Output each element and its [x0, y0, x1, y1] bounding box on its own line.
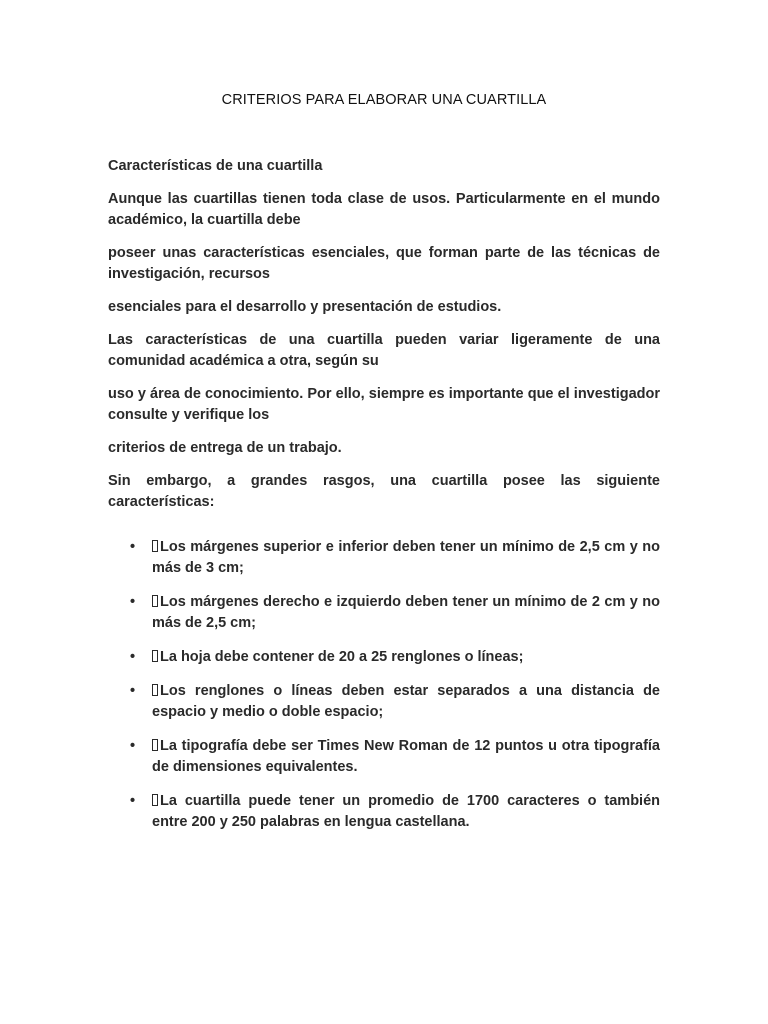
list-item-text: Los márgenes derecho e izquierdo deben tener un mínimo de 2 cm y no más de 2,5 cm; — [152, 594, 660, 631]
list-item — [108, 647, 660, 668]
list-item-text: La cuartilla puede tener un promedio de 1700 caracteres o también entre 200 y 250 palabras en lengua castellana. — [152, 793, 660, 830]
missing-glyph-icon — [152, 595, 158, 607]
bullet-icon: • — [130, 594, 136, 610]
paragraph: poseer unas características esenciales, que forman parte de las técnicas de investigación, recursos — [108, 245, 660, 282]
missing-glyph-icon — [152, 540, 158, 552]
list-item-text: Los márgenes superior e inferior deben tener un mínimo de 2,5 cm y no más de 3 cm; — [152, 539, 660, 576]
paragraph: uso y área de conocimiento. Por ello, siempre es importante que el investigador consulte y verifique los — [108, 386, 660, 423]
bullet-icon: • — [130, 793, 136, 809]
missing-glyph-icon — [152, 794, 158, 806]
bullet-icon: • — [130, 738, 136, 754]
paragraph: Las características de una cuartilla pueden variar ligeramente de una comunidad académica a otra, según su — [108, 332, 660, 369]
list-item — [108, 736, 660, 778]
list-item-text: Los renglones o líneas deben estar separados a una distancia de espacio y medio o doble espacio; — [152, 683, 660, 720]
document-body — [108, 156, 660, 846]
list-item-text: La hoja debe contener de 20 a 25 renglones o líneas; — [160, 649, 524, 665]
document-title: CRITERIOS PARA ELABORAR UNA CUARTILLA — [221, 92, 547, 108]
bullet-icon: • — [130, 539, 136, 555]
missing-glyph-icon — [152, 739, 158, 751]
section-heading: Características de una cuartilla — [108, 158, 323, 174]
paragraph: criterios de entrega de un trabajo. — [108, 440, 342, 456]
criteria-list — [108, 537, 660, 833]
missing-glyph-icon — [152, 684, 158, 696]
list-item — [108, 681, 660, 723]
bullet-icon: • — [130, 683, 136, 699]
list-item — [108, 592, 660, 634]
list-item — [108, 537, 660, 579]
bullet-icon: • — [130, 649, 136, 665]
missing-glyph-icon — [152, 650, 158, 662]
paragraph: Sin embargo, a grandes rasgos, una cuartilla posee las siguiente características: — [108, 473, 660, 510]
paragraph: esenciales para el desarrollo y presentación de estudios. — [108, 299, 502, 315]
list-item-text: La tipografía debe ser Times New Roman de 12 puntos u otra tipografía de dimensiones equivalentes. — [152, 738, 660, 775]
list-item — [108, 791, 660, 833]
paragraph: Aunque las cuartillas tienen toda clase de usos. Particularmente en el mundo académico, la cuartilla debe — [108, 191, 660, 228]
